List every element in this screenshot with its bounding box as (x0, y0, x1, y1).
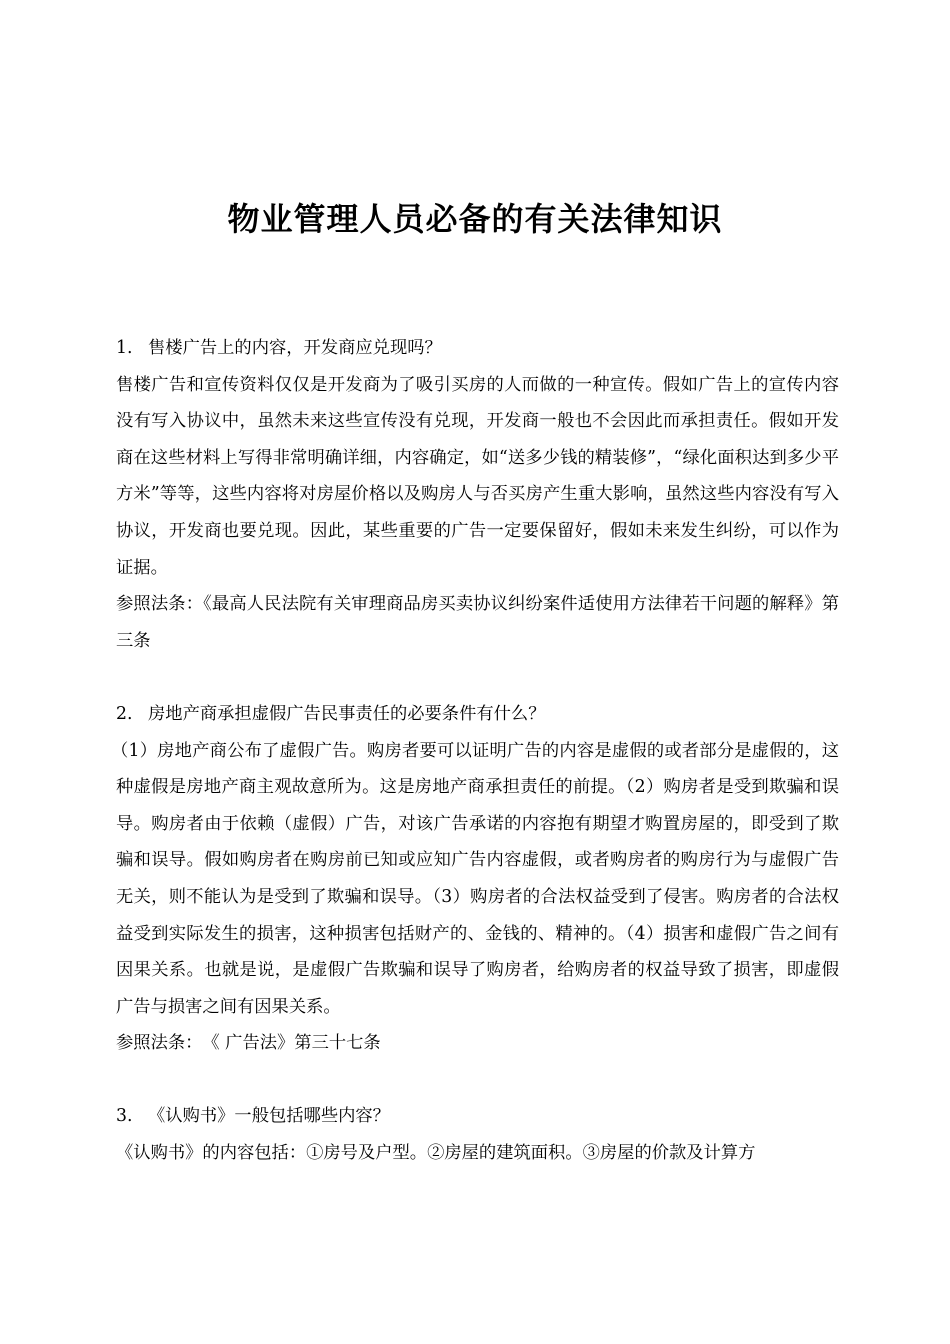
answer-paragraph: 《认购书》的内容包括：①房号及户型。②房屋的建筑面积。③房屋的价款及计算方 (116, 1143, 756, 1164)
law-reference: 参照法条： 《 广告法》第三十七条 (116, 1033, 381, 1054)
question-number: 2. (116, 703, 133, 724)
document-title: 物业管理人员必备的有关法律知识 (227, 200, 723, 238)
question-text: 房地产商承担虚假广告民事责任的必要条件有什么？ (148, 703, 546, 724)
question-text: 售楼广告上的内容，开发商应兑现吗？ (148, 338, 442, 358)
question-text: 《认购书》一般包括哪些内容？ (148, 1106, 390, 1127)
law-reference: 参照法条：《最高人民法院有关审理商品房买卖协议纠纷案件适使用方法律若干问题的解释》第三条 (116, 594, 839, 651)
question-number: 1. (116, 338, 133, 358)
question-heading-1 (116, 330, 839, 367)
answer-paragraph: （1）房地产商公布了虚假广告。购房者要可以证明广告的内容是虚假的或者部分是虚假的，这种虚假是房地产商主观故意所为。这是房地产商承担责任的前提。（2）购房者是受到欺骗和误导。购房者由于依赖（虚假）广告，对该广告承诺的内容抱有期望才购置房屋的，即受到了欺骗和误导。假如购房者在购房前已知或应知广告内容虚假，或者购房者的购房行为与虚假广告无关，则不能认为是受到了欺骗和误导。（3）购房者的合法权益受到了侵害。购房者的合法权益受到实际发生的损害，这种损害包括财产的、金钱的、精神的。（4）损害和虚假广告之间有因果关系。也就是说，是虚假广告欺骗和误导了购房者，给购房者的权益导致了损害，即虚假广告与损害之间有因果关系。 (111, 740, 839, 1017)
question-heading-2 (116, 696, 839, 733)
answer-paragraph: 售楼广告和宣传资料仅仅是开发商为了吸引买房的人而做的一种宣传。假如广告上的宣传内容没有写入协议中，虽然未来这些宣传没有兑现，开发商一般也不会因此而承担责任。假如开发商在这些材料上写得非常明确详细，内容确定，如“送多少钱的精装修”，“绿化面积达到多少平方米”等等，这些内容将对房屋价格以及购房人与否买房产生重大影响，虽然这些内容没有写入协议，开发商也要兑现。因此，某些重要的广告一定要保留好，假如未来发生纠纷，可以作为证据。 (116, 374, 839, 578)
question-heading-3 (116, 1098, 839, 1135)
document-body (111, 330, 839, 1172)
question-number: 3. (116, 1106, 133, 1127)
